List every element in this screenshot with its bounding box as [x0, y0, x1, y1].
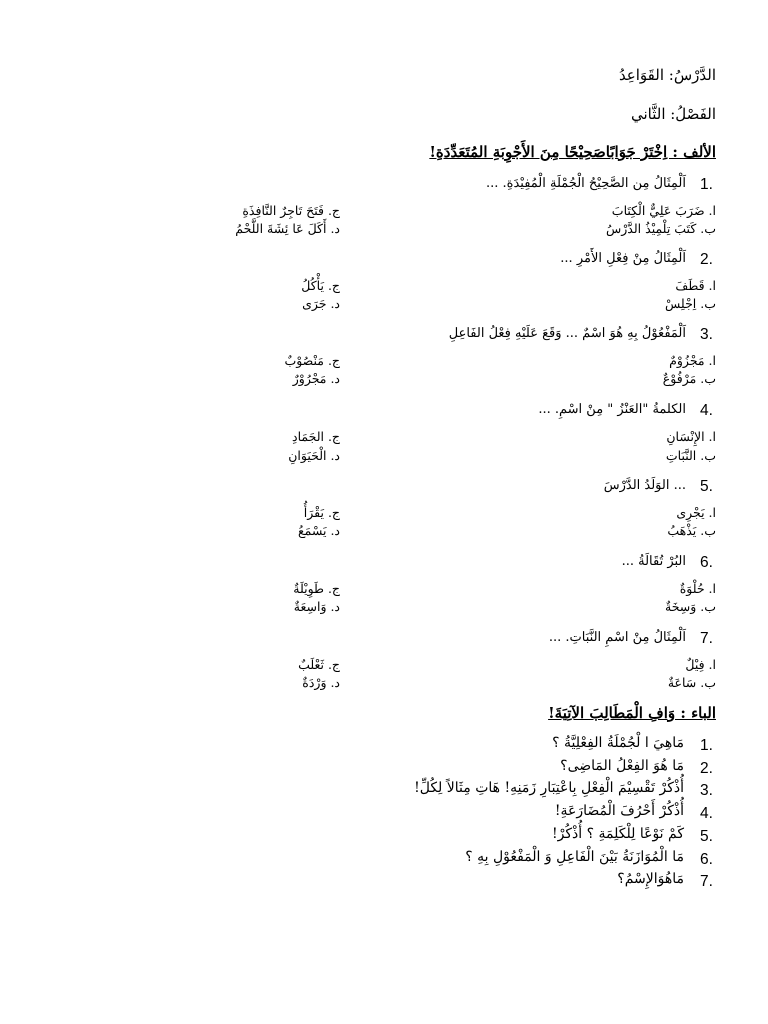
question-text: اَلْمَفْعُوْلُ بِهِ هُوَ اسْمٌ ... وَقَعَ عَلَيْهِ فِعْلُ الفَاعِلِ	[448, 326, 686, 341]
option-a: ا. الإِنْسَانِ	[666, 429, 716, 444]
question-number: 4.	[700, 402, 713, 419]
b-question-number: 5.	[700, 828, 713, 845]
option-d: د. وَاسِعَةٌ	[293, 599, 340, 614]
question-text: الكلمةُ "العَنْزُ " مِنْ اسْمِ. ...	[538, 402, 686, 417]
option-c: ج. ثَعْلَبٌ	[298, 657, 340, 672]
question-number: 5.	[700, 478, 713, 495]
question-number: 2.	[700, 251, 713, 268]
question-text: البُرْ تُقَالَةُ ...	[621, 554, 686, 569]
option-c: ج. الجَمَادِ	[292, 429, 340, 444]
lesson-title: الدَّرْسُ: القَوَاعِدُ	[618, 66, 716, 84]
b-question-text: مَا الْمُوَازَنَةُ بَيْنَ الْفَاعِلِ وَ الْمَفْعُوْلِ بِهِ ؟	[465, 849, 684, 865]
option-b: ب. سَاعَةٌ	[667, 675, 716, 690]
b-question-text: مَاهِيَ ا لْجُمْلَةُ الفِعْلِيَّةُ ؟	[552, 735, 684, 751]
option-d: د. أَكَلَ عَا ئِشَةَ اللَّحْمُ	[235, 221, 340, 236]
option-b: ب. يَذْهَبُ	[667, 523, 716, 538]
option-c: ج. يَأْكُلُ	[301, 278, 340, 293]
question-text: اَلْمِثَالُ مِنْ فِعْلِ الأَمْرِ ...	[560, 251, 686, 266]
section-a-title: الألف : اِخْتَرْ جَوَابًاصَحِيْحًا مِنَ الأَجْوِبَةِ المُتَعَدِّدَةِ!	[429, 143, 716, 161]
b-question-number: 6.	[700, 851, 713, 868]
b-question-number: 2.	[700, 760, 713, 777]
b-question-number: 1.	[700, 737, 713, 754]
option-a: ا. قَطَفَ	[675, 278, 716, 293]
b-question-text: أُذْكُرْ أَحْرُفَ الْمُضَارَعَةِ!	[554, 803, 684, 819]
option-c: ج. يَقْرَأُ	[303, 505, 340, 520]
option-b: ب. النَّبَاتِ	[665, 448, 716, 463]
option-a: ا. يَجْرِى	[676, 505, 716, 520]
option-d: د. يَسْمَعُ	[297, 523, 340, 538]
question-number: 1.	[700, 176, 713, 193]
question-text: اَلْمِثَالُ مِنْ اسْمِ النَّبَاتِ. ...	[548, 630, 686, 645]
b-question-text: كَمْ نَوْعًا لِلْكَلِمَةِ ؟ أُذْكُرْ!	[552, 826, 684, 842]
b-question-number: 7.	[700, 873, 713, 890]
option-b: ب. اِجْلِسْ	[665, 296, 716, 311]
b-question-text: مَاهُوَالإِسْمُ؟	[617, 871, 684, 887]
option-b: ب. وَسِخَةٌ	[665, 599, 716, 614]
question-number: 6.	[700, 554, 713, 571]
option-c: ج. مَنْصُوْبٌ	[284, 353, 340, 368]
chapter-title: الفَصْلُ: الثَّاني	[630, 105, 716, 123]
section-b-title: الباء : وَافِ الْمَطَالِبَ الآتِيَةَ!	[548, 704, 716, 722]
option-d: د. وَرْدَةٌ	[302, 675, 340, 690]
option-d: د. مَجْرُوْرٌ	[292, 371, 340, 386]
b-question-text: أُذْكُرْ تَقْسِيْمَ الْفِعْلِ بِاعْتِبَارِ زَمَنِهِ! هَاتِ مِثَالاً لِكُلِّ!	[414, 780, 684, 796]
question-text: اَلْمِثَالُ مِن الصَّحِيْحُ الْجُمْلَةِ الْمُفِيْدَةِ. ...	[486, 176, 686, 191]
option-b: ب. مَرْفُوْعٌ	[662, 371, 716, 386]
b-question-number: 3.	[700, 782, 713, 799]
option-a: ا. ضَرَبَ عَلِيٌّ الْكِتَابَ	[611, 203, 716, 218]
option-d: د. الْحَيَوَانِ	[288, 448, 340, 463]
option-a: ا. فِيْلٌ	[685, 657, 716, 672]
question-number: 3.	[700, 326, 713, 343]
option-d: د. جَرَى	[302, 296, 340, 311]
option-a: ا. حُلْوَةٌ	[679, 581, 716, 596]
option-c: ج. طَوِيْلَةٌ	[293, 581, 340, 596]
option-c: ج. فَتَحَ تَاجِرٌ النَّافِذَةِ	[242, 203, 340, 218]
b-question-number: 4.	[700, 805, 713, 822]
b-question-text: مَا هُوَ الفِعْلُ المَاضِى؟	[560, 758, 684, 774]
question-text: ... الوَلَدُ الدَّرْسَ	[603, 478, 686, 493]
option-a: ا. مَجْزُوْمٌ	[669, 353, 716, 368]
option-b: ب. كَتَبَ تِلْمِيْذُ الدَّرْسُ	[606, 221, 716, 236]
question-number: 7.	[700, 630, 713, 647]
